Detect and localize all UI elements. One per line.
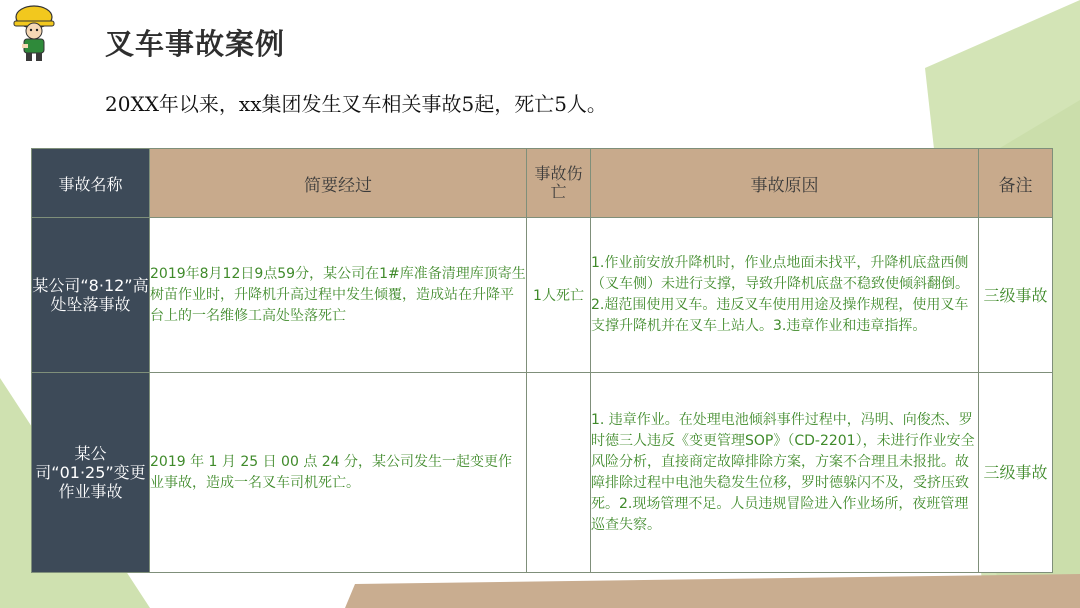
hardhat-worker-icon <box>10 4 58 62</box>
summary-cell: 2019 年 1 月 25 日 00 点 24 分，某公司发生一起变更作业事故，造成一名叉车司机死亡。 <box>150 373 527 573</box>
accident-name-cell: 某公司“8·12”高处坠落事故 <box>32 218 150 373</box>
remark-cell: 三级事故 <box>979 373 1053 573</box>
header-summary: 简要经过 <box>150 149 527 218</box>
page-title: 叉车事故案例 <box>105 27 286 61</box>
header-accident-name: 事故名称 <box>32 149 150 218</box>
summary-cell: 2019年8月12日9点59分，某公司在1#库准备清理库顶寄生树苗作业时，升降机升高过程中发生倾覆，造成站在升降平台上的一名维修工高处坠落死亡 <box>150 218 527 373</box>
accident-case-table <box>31 148 1053 573</box>
accident-name-cell: 某公司“01·25”变更作业事故 <box>32 373 150 573</box>
header-casualty: 事故伤亡 <box>527 149 591 218</box>
header-cause: 事故原因 <box>591 149 979 218</box>
casualty-cell <box>527 373 591 573</box>
table-row <box>32 373 1053 573</box>
casualty-cell: 1人死亡 <box>527 218 591 373</box>
cause-cell: 1.作业前安放升降机时，作业点地面未找平，升降机底盘西侧（叉车侧）未进行支撑，导致升降机底盘不稳致使倾斜翻倒。2.超范围使用叉车。违反叉车使用用途及操作规程，使用叉车支撑升降机并在叉车上站人。3.违章作业和违章指挥。 <box>591 218 979 373</box>
summary-line: 20XX年以来，xx集团发生叉车相关事故5起，死亡5人。 <box>105 92 607 116</box>
table-row <box>32 218 1053 373</box>
header-remark: 备注 <box>979 149 1053 218</box>
table-header-row <box>32 149 1053 218</box>
remark-cell: 三级事故 <box>979 218 1053 373</box>
cause-cell: 1. 违章作业。在处理电池倾斜事件过程中，冯明、向俊杰、罗时德三人违反《变更管理SOP》（CD-2201），未进行作业安全风险分析，直接商定故障排除方案，方案不合理且未报批。故障排除过程中电池失稳发生位移，罗时德躲闪不及，受挤压致死。2.现场管理不足。人员违规冒险进入作业场所，夜班管理巡查失察。 <box>591 373 979 573</box>
bottom-tan-band <box>345 574 1080 608</box>
